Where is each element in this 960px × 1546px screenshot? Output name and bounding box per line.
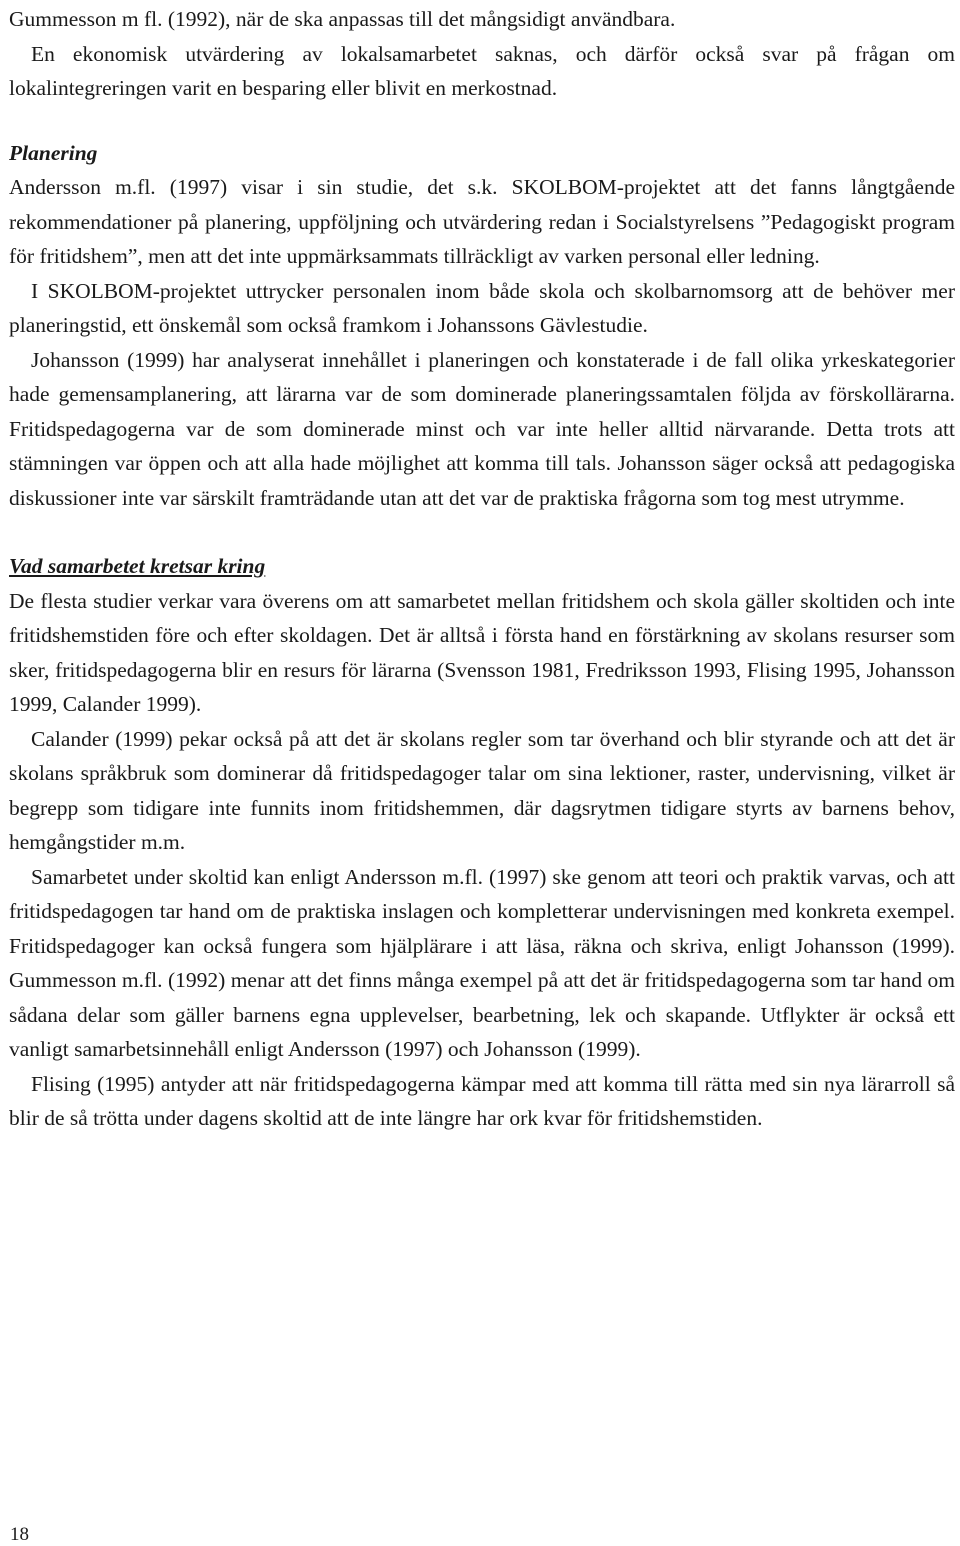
- paragraph-intro-1: Gummesson m fl. (1992), när de ska anpassas till det mångsidigt användbara.: [9, 7, 676, 31]
- paragraph-planering-3: Johansson (1999) har analyserat innehållet i planeringen och konstaterade i de fall olika yrkeskategorier hade gemensamplanering, att lärarna var de som dominerade planeringssamtalen följda av förskollärarna. Fritidspedagogerna var de som dominerade minst och var inte heller alltid närvarande. Detta trots att stämningen var öppen och att alla hade möjlighet att komma till tals. Johansson säger också att pedagogiska diskussioner inte var särskilt framträdande utan att det var de praktiska frågorna som tog mest utrymme.: [9, 347, 955, 510]
- paragraph-planering-2: I SKOLBOM-projektet uttrycker personalen inom både skola och skolbarnomsorg att de behöver mer planeringstid, ett önskemål som också framkom i Johanssons Gävlestudie.: [9, 278, 955, 337]
- section-heading-samarbete: Vad samarbetet kretsar kring: [9, 554, 266, 578]
- page-number: 18: [10, 1524, 29, 1545]
- paragraph-samarbete-4: Flising (1995) antyder att när fritidspedagogerna kämpar med att komma till rätta med sin nya lärarroll så blir de så trötta under dagens skoltid att de inte längre har ork kvar för fritidshemstiden.: [9, 1071, 955, 1130]
- paragraph-planering-1: Andersson m.fl. (1997) visar i sin studie, det s.k. SKOLBOM-projektet att det fanns långtgående rekommendationer på planering, uppföljning och utvärdering redan i Socialstyrelsens ”Pedagogiskt program för fritidshem”, men att det inte uppmärksammats tillräckligt av varken personal eller ledning.: [9, 175, 955, 268]
- paragraph-samarbete-1: De flesta studier verkar vara överens om att samarbetet mellan fritidshem och skola gäller skoltiden och inte fritidshemstiden före och efter skoldagen. Det är alltså i första hand en förstärkning av skolans resurser som sker, fritidspedagogerna blir en resurs för lärarna (Svensson 1981, Fredriksson 1993, Flising 1995, Johansson 1999, Calander 1999).: [9, 588, 955, 716]
- section-heading-planering: Planering: [9, 140, 98, 165]
- document-page: [9, 2, 955, 1136]
- paragraph-samarbete-2: Calander (1999) pekar också på att det är skolans regler som tar överhand och blir styrande och att det är skolans språkbruk som dominerar då fritidspedagoger talar om sina lektioner, raster, undervisning, vilket är begrepp som tidigare inte funnits inom fritidshemmen, där dagsrytmen tidigare styrts av barnens behov, hemgångstider m.m.: [9, 726, 955, 854]
- paragraph-samarbete-3: Samarbetet under skoltid kan enligt Andersson m.fl. (1997) ske genom att teori och praktik varvas, och att fritidspedagogen tar hand om de praktiska inslagen och kompletterar undervisningen med konkreta exempel. Fritidspedagoger kan också fungera som hjälplärare i att läsa, räkna och skriva, enligt Johansson (1999). Gummesson m.fl. (1992) menar att det finns många exempel på att det är fritidspedagogerna som tar hand om sådana delar som gäller barnens egna upplevelser, bearbetning, lek och skapande. Utflykter är också ett vanligt samarbetsinnehåll enligt Andersson (1997) och Johansson (1999).: [9, 864, 955, 1061]
- paragraph-intro-2: En ekonomisk utvärdering av lokalsamarbetet saknas, och därför också svar på frågan om lokalintegreringen varit en besparing eller blivit en merkostnad.: [9, 41, 955, 100]
